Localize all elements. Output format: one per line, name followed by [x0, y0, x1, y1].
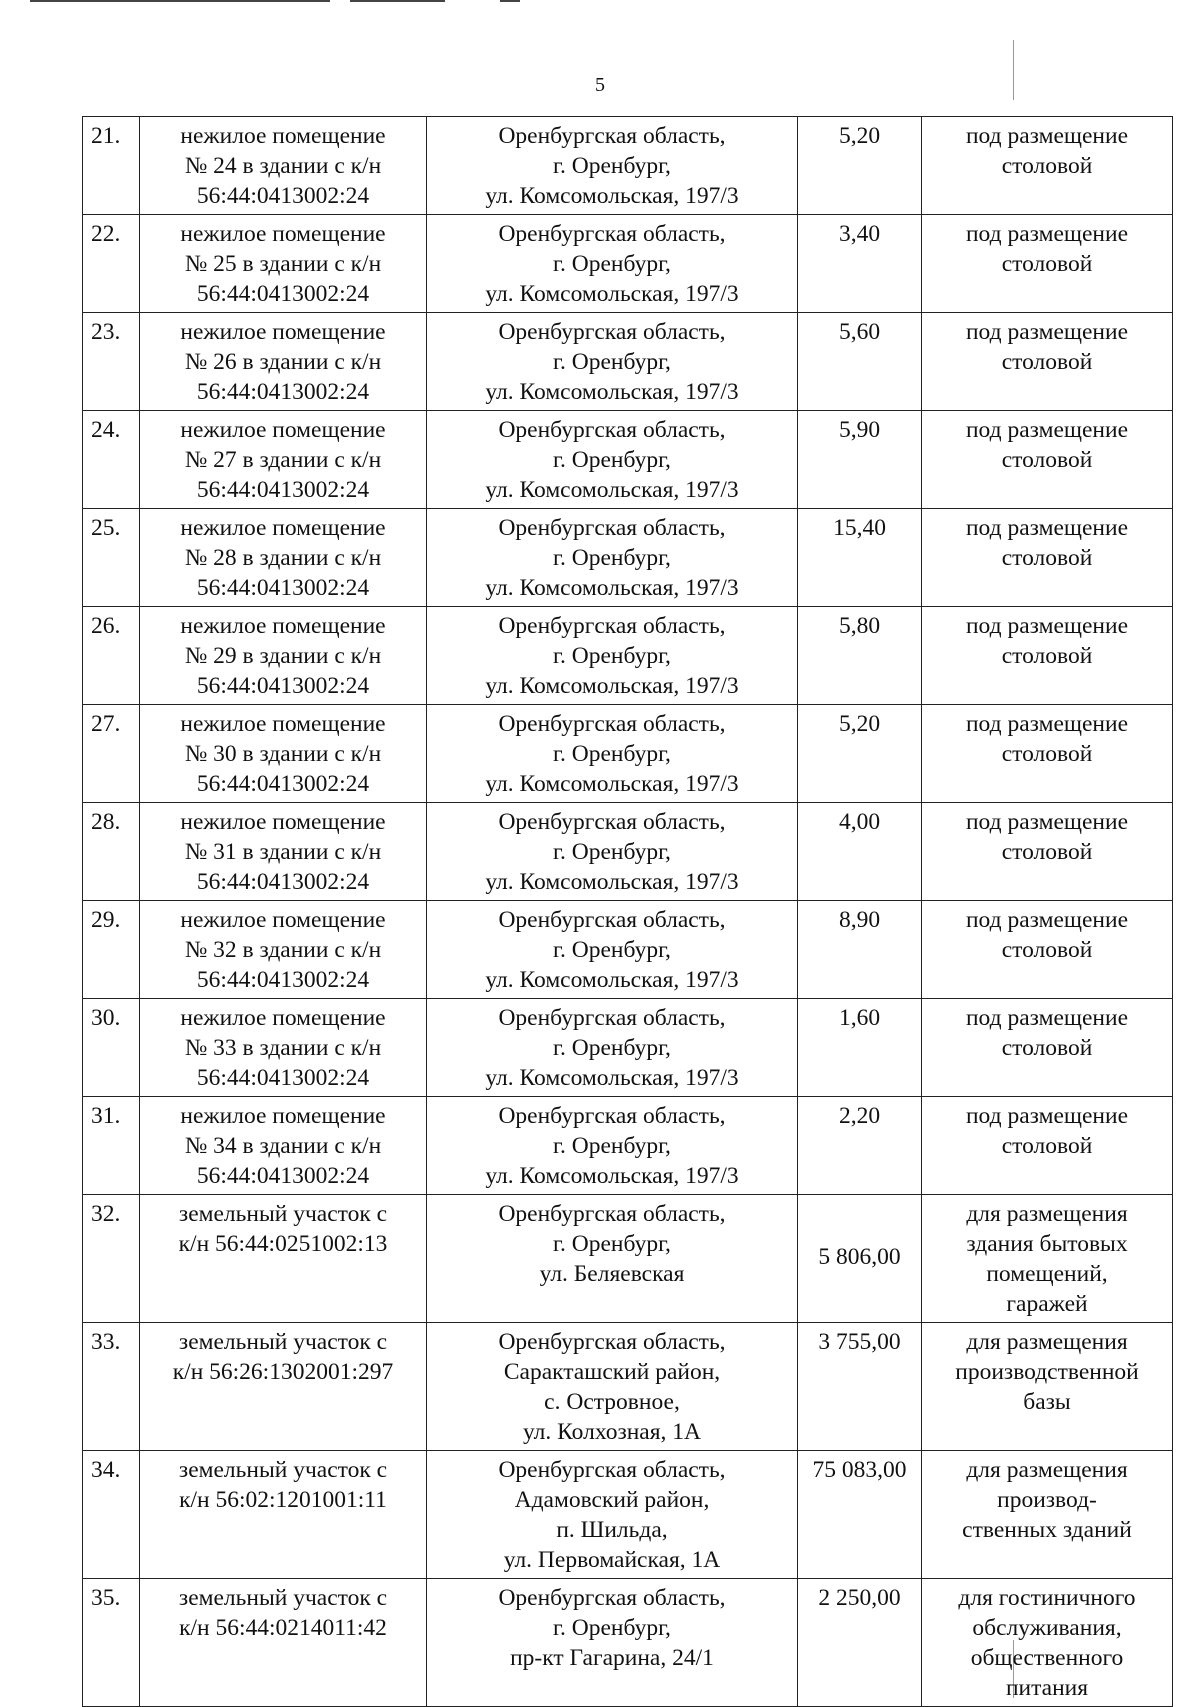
address-cell-line: ул. Комсомольская, 197/3 — [485, 1163, 739, 1189]
object-cell-line: земельный участок с — [178, 1457, 388, 1483]
row-number: 29. — [83, 901, 140, 999]
area-cell: 5,90 — [798, 411, 922, 509]
address-cell-line: с. Островное, — [544, 1389, 680, 1415]
area-cell: 75 083,00 — [798, 1451, 922, 1579]
purpose-cell-line: ственных зданий — [962, 1517, 1132, 1543]
purpose-cell — [922, 117, 1173, 215]
row-number: 21. — [83, 117, 140, 215]
object-cell-line: 56:44:0413002:24 — [196, 575, 370, 601]
address-cell — [427, 1195, 798, 1323]
address-cell-line: ул. Комсомольская, 197/3 — [485, 575, 739, 601]
table-row — [83, 1451, 1173, 1579]
object-cell-line: нежилое помещение — [180, 613, 386, 639]
address-cell-line: Оренбургская область, — [498, 613, 726, 639]
address-cell — [427, 705, 798, 803]
purpose-cell-line: гаражей — [1006, 1291, 1088, 1317]
purpose-cell-line: под размещение — [965, 613, 1129, 639]
purpose-cell-line: базы — [1023, 1389, 1071, 1415]
object-cell — [140, 117, 427, 215]
address-cell-line: г. Оренбург, — [553, 545, 671, 571]
row-number: 35. — [83, 1579, 140, 1707]
object-cell — [140, 1579, 427, 1707]
object-cell-line: № 30 в здании с к/н — [184, 741, 382, 767]
address-cell-line: Оренбургская область, — [498, 1201, 726, 1227]
purpose-cell-line: столовой — [1001, 447, 1093, 473]
scan-edge-mark — [350, 0, 445, 2]
purpose-cell-line: под размещение — [965, 1103, 1129, 1129]
address-cell-line: г. Оренбург, — [553, 349, 671, 375]
table-row — [83, 607, 1173, 705]
address-cell-line: ул. Комсомольская, 197/3 — [485, 771, 739, 797]
row-number: 28. — [83, 803, 140, 901]
object-cell-line: № 27 в здании с к/н — [184, 447, 382, 473]
object-cell-line: нежилое помещение — [180, 515, 386, 541]
area-cell: 15,40 — [798, 509, 922, 607]
object-cell-line: 56:44:0413002:24 — [196, 673, 370, 699]
table-row — [83, 215, 1173, 313]
object-cell — [140, 999, 427, 1097]
area-cell: 3 755,00 — [798, 1323, 922, 1451]
table-row — [83, 117, 1173, 215]
area-cell: 5,60 — [798, 313, 922, 411]
row-number: 34. — [83, 1451, 140, 1579]
object-cell-line: 56:44:0413002:24 — [196, 183, 370, 209]
row-number: 24. — [83, 411, 140, 509]
object-cell-line: к/н 56:26:1302001:297 — [172, 1359, 394, 1385]
object-cell-line: нежилое помещение — [180, 1103, 386, 1129]
purpose-cell-line: под размещение — [965, 123, 1129, 149]
row-number: 25. — [83, 509, 140, 607]
address-cell — [427, 1323, 798, 1451]
object-cell — [140, 411, 427, 509]
address-cell-line: г. Оренбург, — [553, 1035, 671, 1061]
row-number: 32. — [83, 1195, 140, 1323]
address-cell-line: ул. Первомайская, 1А — [503, 1547, 721, 1573]
object-cell-line: нежилое помещение — [180, 417, 386, 443]
object-cell-line: № 25 в здании с к/н — [184, 251, 382, 277]
object-cell-line: земельный участок с — [178, 1585, 388, 1611]
address-cell-line: Оренбургская область, — [498, 515, 726, 541]
object-cell-line: нежилое помещение — [180, 907, 386, 933]
address-cell-line: ул. Комсомольская, 197/3 — [485, 869, 739, 895]
purpose-cell — [922, 1579, 1173, 1707]
address-cell — [427, 313, 798, 411]
table-row — [83, 1097, 1173, 1195]
area-cell: 8,90 — [798, 901, 922, 999]
address-cell-line: г. Оренбург, — [553, 1615, 671, 1641]
address-cell-line: Оренбургская область, — [498, 1005, 726, 1031]
area-cell: 4,00 — [798, 803, 922, 901]
purpose-cell-line: общественного — [970, 1645, 1124, 1671]
table-row — [83, 803, 1173, 901]
address-cell-line: г. Оренбург, — [553, 251, 671, 277]
scan-edge-mark — [30, 0, 330, 2]
row-number: 27. — [83, 705, 140, 803]
area-cell: 3,40 — [798, 215, 922, 313]
object-cell-line: нежилое помещение — [180, 319, 386, 345]
object-cell — [140, 1451, 427, 1579]
address-cell-line: Оренбургская область, — [498, 711, 726, 737]
address-cell-line: Оренбургская область, — [498, 1329, 726, 1355]
object-cell-line: земельный участок с — [178, 1329, 388, 1355]
purpose-cell-line: под размещение — [965, 221, 1129, 247]
address-cell-line: Оренбургская область, — [498, 1457, 726, 1483]
purpose-cell — [922, 509, 1173, 607]
table-row — [83, 313, 1173, 411]
object-cell-line: нежилое помещение — [180, 123, 386, 149]
address-cell-line: г. Оренбург, — [553, 447, 671, 473]
table-row — [83, 1195, 1173, 1323]
address-cell-line: ул. Беляевская — [539, 1261, 685, 1287]
purpose-cell — [922, 1451, 1173, 1579]
address-cell-line: ул. Комсомольская, 197/3 — [485, 379, 739, 405]
scan-edge-mark — [500, 0, 520, 2]
row-number: 30. — [83, 999, 140, 1097]
object-cell-line: 56:44:0413002:24 — [196, 379, 370, 405]
address-cell-line: п. Шильда, — [556, 1517, 668, 1543]
purpose-cell-line: столовой — [1001, 153, 1093, 179]
address-cell-line: Оренбургская область, — [498, 1585, 726, 1611]
purpose-cell — [922, 705, 1173, 803]
address-cell — [427, 117, 798, 215]
object-cell-line: № 29 в здании с к/н — [184, 643, 382, 669]
object-cell — [140, 313, 427, 411]
object-cell — [140, 1323, 427, 1451]
object-cell — [140, 1195, 427, 1323]
purpose-cell — [922, 313, 1173, 411]
address-cell-line: Оренбургская область, — [498, 123, 726, 149]
object-cell — [140, 901, 427, 999]
object-cell-line: № 31 в здании с к/н — [184, 839, 382, 865]
object-cell-line: № 28 в здании с к/н — [184, 545, 382, 571]
row-number: 22. — [83, 215, 140, 313]
address-cell-line: Саракташский район, — [503, 1359, 721, 1385]
address-cell-line: Оренбургская область, — [498, 319, 726, 345]
object-cell-line: нежилое помещение — [180, 809, 386, 835]
object-cell — [140, 509, 427, 607]
purpose-cell-line: столовой — [1001, 1035, 1093, 1061]
object-cell — [140, 705, 427, 803]
area-cell: 2 250,00 — [798, 1579, 922, 1707]
address-cell-line: ул. Комсомольская, 197/3 — [485, 673, 739, 699]
object-cell-line: 56:44:0413002:24 — [196, 869, 370, 895]
address-cell-line: Оренбургская область, — [498, 809, 726, 835]
object-cell — [140, 215, 427, 313]
object-cell-line: нежилое помещение — [180, 711, 386, 737]
purpose-cell-line: под размещение — [965, 417, 1129, 443]
purpose-cell-line: столовой — [1001, 741, 1093, 767]
object-cell-line: 56:44:0413002:24 — [196, 281, 370, 307]
purpose-cell-line: под размещение — [965, 319, 1129, 345]
table-row — [83, 999, 1173, 1097]
object-cell — [140, 1097, 427, 1195]
purpose-cell-line: здания бытовых — [966, 1231, 1128, 1257]
object-cell-line: земельный участок с — [178, 1201, 388, 1227]
address-cell — [427, 803, 798, 901]
object-cell — [140, 607, 427, 705]
address-cell-line: ул. Колхозная, 1А — [522, 1419, 702, 1445]
table-row — [83, 1323, 1173, 1451]
address-cell-line: Оренбургская область, — [498, 417, 726, 443]
purpose-cell-line: столовой — [1001, 1133, 1093, 1159]
purpose-cell — [922, 1097, 1173, 1195]
address-cell-line: ул. Комсомольская, 197/3 — [485, 967, 739, 993]
address-cell-line: ул. Комсомольская, 197/3 — [485, 1065, 739, 1091]
purpose-cell-line: для размещения — [966, 1201, 1128, 1227]
purpose-cell-line: столовой — [1001, 349, 1093, 375]
row-number: 31. — [83, 1097, 140, 1195]
object-cell-line: к/н 56:44:0214011:42 — [179, 1615, 387, 1641]
address-cell — [427, 509, 798, 607]
address-cell — [427, 901, 798, 999]
purpose-cell — [922, 901, 1173, 999]
object-cell-line: к/н 56:02:1201001:11 — [179, 1487, 387, 1513]
object-cell-line: 56:44:0413002:24 — [196, 1163, 370, 1189]
object-cell-line: нежилое помещение — [180, 221, 386, 247]
purpose-cell-line: столовой — [1001, 839, 1093, 865]
area-cell: 5,80 — [798, 607, 922, 705]
address-cell-line: г. Оренбург, — [553, 741, 671, 767]
object-cell-line: № 26 в здании с к/н — [184, 349, 382, 375]
object-cell-line: 56:44:0413002:24 — [196, 771, 370, 797]
table-row — [83, 1579, 1173, 1707]
purpose-cell-line: под размещение — [965, 515, 1129, 541]
object-cell-line: 56:44:0413002:24 — [196, 1065, 370, 1091]
purpose-cell-line: столовой — [1001, 545, 1093, 571]
purpose-cell-line: производственной — [955, 1359, 1139, 1385]
address-cell — [427, 1451, 798, 1579]
area-cell: 1,60 — [798, 999, 922, 1097]
purpose-cell-line: под размещение — [965, 711, 1129, 737]
address-cell — [427, 1579, 798, 1707]
purpose-cell-line: под размещение — [965, 907, 1129, 933]
area-cell: 2,20 — [798, 1097, 922, 1195]
purpose-cell-line: под размещение — [965, 809, 1129, 835]
property-table — [82, 116, 1173, 1707]
purpose-cell-line: для гостиничного — [958, 1585, 1136, 1611]
purpose-cell-line: для размещения — [966, 1457, 1128, 1483]
purpose-cell — [922, 1195, 1173, 1323]
object-cell-line: № 32 в здании с к/н — [184, 937, 382, 963]
purpose-cell-line: под размещение — [965, 1005, 1129, 1031]
address-cell-line: Оренбургская область, — [498, 907, 726, 933]
address-cell-line: ул. Комсомольская, 197/3 — [485, 477, 739, 503]
object-cell-line: 56:44:0413002:24 — [196, 477, 370, 503]
purpose-cell-line: обслуживания, — [972, 1615, 1122, 1641]
purpose-cell — [922, 411, 1173, 509]
address-cell — [427, 411, 798, 509]
purpose-cell-line: питания — [1005, 1675, 1089, 1701]
address-cell-line: г. Оренбург, — [553, 937, 671, 963]
purpose-cell — [922, 999, 1173, 1097]
purpose-cell-line: для размещения — [966, 1329, 1128, 1355]
table-row — [83, 509, 1173, 607]
table-row — [83, 411, 1173, 509]
purpose-cell — [922, 215, 1173, 313]
address-cell — [427, 1097, 798, 1195]
area-cell: 5,20 — [798, 705, 922, 803]
purpose-cell — [922, 1323, 1173, 1451]
address-cell-line: ул. Комсомольская, 197/3 — [485, 281, 739, 307]
address-cell — [427, 999, 798, 1097]
address-cell-line: г. Оренбург, — [553, 1133, 671, 1159]
purpose-cell — [922, 803, 1173, 901]
table-row — [83, 705, 1173, 803]
purpose-cell — [922, 607, 1173, 705]
row-number: 26. — [83, 607, 140, 705]
object-cell-line: № 34 в здании с к/н — [184, 1133, 382, 1159]
purpose-cell-line: помещений, — [986, 1261, 1108, 1287]
purpose-cell-line: столовой — [1001, 643, 1093, 669]
purpose-cell-line: производ- — [997, 1487, 1097, 1513]
area-cell: 5,20 — [798, 117, 922, 215]
row-number: 23. — [83, 313, 140, 411]
address-cell-line: Оренбургская область, — [498, 1103, 726, 1129]
purpose-cell-line: столовой — [1001, 937, 1093, 963]
address-cell-line: г. Оренбург, — [553, 643, 671, 669]
address-cell-line: г. Оренбург, — [553, 153, 671, 179]
object-cell-line: нежилое помещение — [180, 1005, 386, 1031]
purpose-cell-line: столовой — [1001, 251, 1093, 277]
object-cell-line: 56:44:0413002:24 — [196, 967, 370, 993]
address-cell-line: ул. Комсомольская, 197/3 — [485, 183, 739, 209]
area-cell: 5 806,00 — [798, 1195, 922, 1323]
address-cell — [427, 607, 798, 705]
address-cell-line: пр-кт Гагарина, 24/1 — [510, 1645, 714, 1671]
address-cell-line: г. Оренбург, — [553, 839, 671, 865]
object-cell-line: № 33 в здании с к/н — [184, 1035, 382, 1061]
address-cell-line: г. Оренбург, — [553, 1231, 671, 1257]
address-cell-line: Оренбургская область, — [498, 221, 726, 247]
page-number: 5 — [595, 74, 605, 96]
row-number: 33. — [83, 1323, 140, 1451]
object-cell-line: к/н 56:44:0251002:13 — [178, 1231, 388, 1257]
object-cell-line: № 24 в здании с к/н — [184, 153, 382, 179]
address-cell-line: Адамовский район, — [514, 1487, 710, 1513]
address-cell — [427, 215, 798, 313]
table-row — [83, 901, 1173, 999]
object-cell — [140, 803, 427, 901]
